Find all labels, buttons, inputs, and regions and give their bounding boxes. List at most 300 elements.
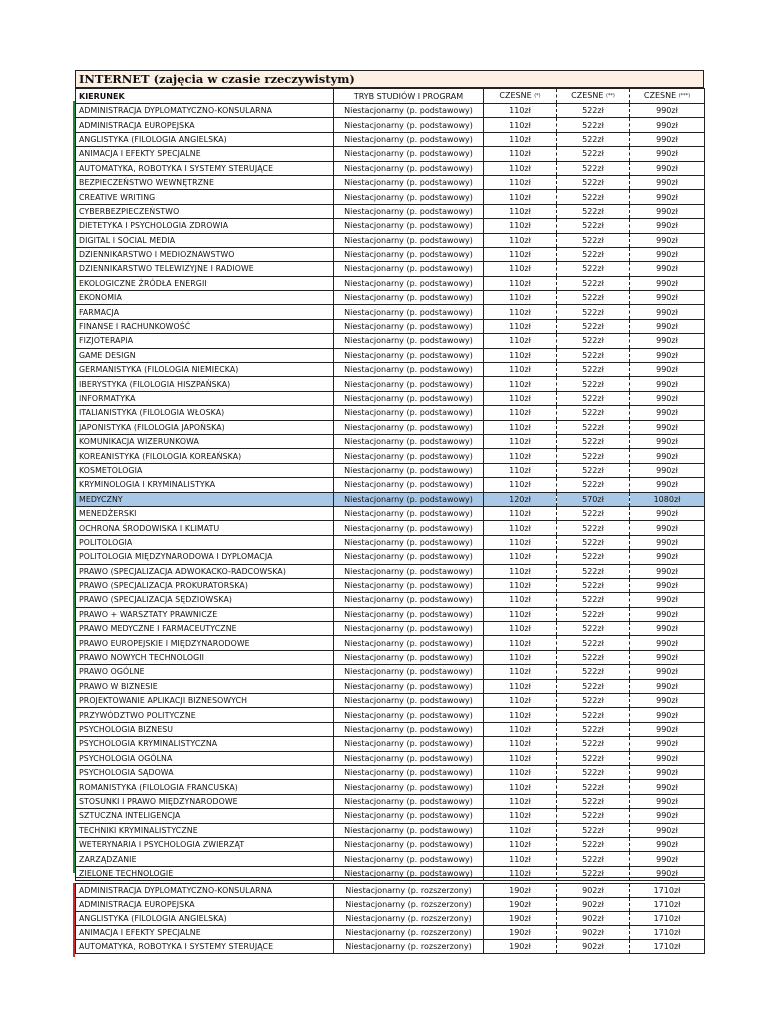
tuition-2: 522zł	[557, 305, 630, 319]
table-row	[76, 535, 705, 549]
tuition-3: 990zł	[630, 794, 705, 808]
tuition-1: 110zł	[484, 348, 557, 362]
table-row	[76, 794, 705, 808]
study-mode: Niestacjonarny (p. podstawowy)	[334, 823, 484, 837]
extended-program-section	[75, 883, 704, 954]
program-name: FINANSE I RACHUNKOWOŚĆ	[76, 319, 334, 333]
table-row	[76, 564, 705, 578]
tuition-3: 990zł	[630, 247, 705, 261]
table-row	[76, 204, 705, 218]
tuition-3: 990zł	[630, 132, 705, 146]
table-row	[76, 679, 705, 693]
table-row	[76, 463, 705, 477]
program-name: WETERYNARIA I PSYCHOLOGIA ZWIERZĄT	[76, 837, 334, 851]
study-mode: Niestacjonarny (p. podstawowy)	[334, 348, 484, 362]
tuition-1: 110zł	[484, 837, 557, 851]
header-tryb: TRYB STUDIÓW I PROGRAM	[334, 89, 484, 104]
table-row	[76, 305, 705, 319]
program-name: ADMINISTRACJA EUROPEJSKA	[76, 898, 334, 912]
study-mode: Niestacjonarny (p. podstawowy)	[334, 679, 484, 693]
study-mode: Niestacjonarny (p. podstawowy)	[334, 118, 484, 132]
tuition-1: 110zł	[484, 578, 557, 592]
study-mode: Niestacjonarny (p. rozszerzony)	[334, 884, 484, 898]
study-mode: Niestacjonarny (p. podstawowy)	[334, 578, 484, 592]
tuition-1: 110zł	[484, 765, 557, 779]
tuition-sheet	[75, 70, 704, 881]
study-mode: Niestacjonarny (p. podstawowy)	[334, 175, 484, 189]
tuition-1: 110zł	[484, 190, 557, 204]
tuition-1: 110zł	[484, 535, 557, 549]
table-row	[76, 406, 705, 420]
tuition-1: 110zł	[484, 319, 557, 333]
tuition-3: 1080zł	[630, 492, 705, 506]
tuition-3: 990zł	[630, 420, 705, 434]
study-mode: Niestacjonarny (p. rozszerzony)	[334, 912, 484, 926]
tuition-3: 990zł	[630, 161, 705, 175]
tuition-1: 110zł	[484, 463, 557, 477]
tuition-1: 110zł	[484, 521, 557, 535]
program-name: PSYCHOLOGIA SĄDOWA	[76, 765, 334, 779]
table-row	[76, 578, 705, 592]
program-name: EKOLOGICZNE ŹRÓDŁA ENERGII	[76, 276, 334, 290]
tuition-1: 110zł	[484, 506, 557, 520]
tuition-2: 522zł	[557, 291, 630, 305]
study-mode: Niestacjonarny (p. rozszerzony)	[334, 898, 484, 912]
tuition-3: 990zł	[630, 276, 705, 290]
study-mode: Niestacjonarny (p. podstawowy)	[334, 751, 484, 765]
tuition-2: 522zł	[557, 406, 630, 420]
tuition-2: 522zł	[557, 363, 630, 377]
table-row	[76, 262, 705, 276]
program-name: PSYCHOLOGIA KRYMINALISTYCZNA	[76, 737, 334, 751]
tuition-1: 110zł	[484, 809, 557, 823]
study-mode: Niestacjonarny (p. podstawowy)	[334, 708, 484, 722]
program-name: OCHRONA ŚRODOWISKA I KLIMATU	[76, 521, 334, 535]
table-row	[76, 391, 705, 405]
study-mode: Niestacjonarny (p. podstawowy)	[334, 247, 484, 261]
tuition-2: 522zł	[557, 765, 630, 779]
tuition-1: 110zł	[484, 708, 557, 722]
table-row	[76, 319, 705, 333]
tuition-1: 110zł	[484, 737, 557, 751]
tuition-2: 522zł	[557, 578, 630, 592]
tuition-3: 990zł	[630, 694, 705, 708]
tuition-1: 110zł	[484, 363, 557, 377]
tuition-1: 110zł	[484, 434, 557, 448]
tuition-2: 522zł	[557, 622, 630, 636]
study-mode: Niestacjonarny (p. podstawowy)	[334, 694, 484, 708]
tuition-2: 522zł	[557, 420, 630, 434]
table-row	[76, 898, 705, 912]
table-row	[76, 694, 705, 708]
tuition-3: 990zł	[630, 104, 705, 118]
program-name: ZIELONE TECHNOLOGIE	[76, 866, 334, 880]
tuition-1: 110zł	[484, 550, 557, 564]
tuition-1: 110zł	[484, 204, 557, 218]
tuition-1: 110zł	[484, 593, 557, 607]
study-mode: Niestacjonarny (p. podstawowy)	[334, 463, 484, 477]
program-name: ANIMACJA I EFEKTY SPECJALNE	[76, 926, 334, 940]
tuition-1: 110zł	[484, 291, 557, 305]
table-row	[76, 334, 705, 348]
program-name: FIZJOTERAPIA	[76, 334, 334, 348]
program-name: ANIMACJA I EFEKTY SPECJALNE	[76, 147, 334, 161]
tuition-1: 110zł	[484, 607, 557, 621]
tuition-2: 570zł	[557, 492, 630, 506]
tuition-3: 990zł	[630, 679, 705, 693]
program-name: PSYCHOLOGIA BIZNESU	[76, 722, 334, 736]
tuition-3: 990zł	[630, 593, 705, 607]
tuition-3: 990zł	[630, 823, 705, 837]
tuition-2: 522zł	[557, 737, 630, 751]
program-name: GERMANISTYKA (FILOLOGIA NIEMIECKA)	[76, 363, 334, 377]
tuition-2: 522zł	[557, 132, 630, 146]
program-name: DIGITAL I SOCIAL MEDIA	[76, 233, 334, 247]
tuition-3: 990zł	[630, 204, 705, 218]
tuition-1: 110zł	[484, 175, 557, 189]
study-mode: Niestacjonarny (p. podstawowy)	[334, 391, 484, 405]
tuition-2: 522zł	[557, 794, 630, 808]
study-mode: Niestacjonarny (p. rozszerzony)	[334, 940, 484, 954]
program-name: ZARZĄDZANIE	[76, 852, 334, 866]
program-name: PRZYWÓDZTWO POLITYCZNE	[76, 708, 334, 722]
study-mode: Niestacjonarny (p. podstawowy)	[334, 161, 484, 175]
table-row	[76, 377, 705, 391]
tuition-3: 990zł	[630, 305, 705, 319]
tuition-2: 522zł	[557, 463, 630, 477]
tuition-1: 110zł	[484, 622, 557, 636]
tuition-3: 1710zł	[630, 898, 705, 912]
section-divider	[75, 877, 704, 878]
study-mode: Niestacjonarny (p. podstawowy)	[334, 866, 484, 880]
program-name: KRYMINOLOGIA I KRYMINALISTYKA	[76, 478, 334, 492]
study-mode: Niestacjonarny (p. podstawowy)	[334, 737, 484, 751]
tuition-3: 990zł	[630, 118, 705, 132]
program-name: EKONOMIA	[76, 291, 334, 305]
tuition-1: 110zł	[484, 161, 557, 175]
table-row	[76, 722, 705, 736]
program-name: POLITOLOGIA	[76, 535, 334, 549]
table-row	[76, 622, 705, 636]
table-row	[76, 650, 705, 664]
program-name: ADMINISTRACJA DYPLOMATYCZNO-KONSULARNA	[76, 104, 334, 118]
study-mode: Niestacjonarny (p. podstawowy)	[334, 607, 484, 621]
tuition-1: 110zł	[484, 679, 557, 693]
program-name: AUTOMATYKA, ROBOTYKA I SYSTEMY STERUJĄCE	[76, 940, 334, 954]
tuition-3: 990zł	[630, 550, 705, 564]
study-mode: Niestacjonarny (p. podstawowy)	[334, 132, 484, 146]
tuition-3: 990zł	[630, 478, 705, 492]
table-row	[76, 118, 705, 132]
table-row	[76, 506, 705, 520]
tuition-3: 990zł	[630, 262, 705, 276]
tuition-1: 110zł	[484, 852, 557, 866]
tuition-3: 990zł	[630, 809, 705, 823]
table-row	[76, 852, 705, 866]
program-name: DZIENNIKARSTWO TELEWIZYJNE I RADIOWE	[76, 262, 334, 276]
program-name: DIETETYKA I PSYCHOLOGIA ZDROWIA	[76, 219, 334, 233]
tuition-2: 522zł	[557, 147, 630, 161]
tuition-3: 990zł	[630, 463, 705, 477]
extended-program-table	[75, 883, 705, 954]
program-name: PRAWO MEDYCZNE I FARMACEUTYCZNE	[76, 622, 334, 636]
sheet-title: INTERNET (zajęcia w czasie rzeczywistym)	[75, 70, 704, 88]
table-row	[76, 363, 705, 377]
tuition-1: 110zł	[484, 650, 557, 664]
tuition-2: 522zł	[557, 636, 630, 650]
tuition-3: 990zł	[630, 564, 705, 578]
tuition-2: 522zł	[557, 478, 630, 492]
tuition-3: 990zł	[630, 607, 705, 621]
study-mode: Niestacjonarny (p. podstawowy)	[334, 809, 484, 823]
study-mode: Niestacjonarny (p. podstawowy)	[334, 262, 484, 276]
tuition-3: 1710zł	[630, 912, 705, 926]
program-name: PRAWO W BIZNESIE	[76, 679, 334, 693]
program-name: POLITOLOGIA MIĘDZYNARODOWA I DYPLOMACJA	[76, 550, 334, 564]
program-name: ANGLISTYKA (FILOLOGIA ANGIELSKA)	[76, 132, 334, 146]
table-row	[76, 478, 705, 492]
table-row	[76, 837, 705, 851]
tuition-2: 522zł	[557, 434, 630, 448]
tuition-2: 522zł	[557, 722, 630, 736]
tuition-2: 522zł	[557, 694, 630, 708]
tuition-2: 522zł	[557, 751, 630, 765]
study-mode: Niestacjonarny (p. podstawowy)	[334, 377, 484, 391]
study-mode: Niestacjonarny (p. podstawowy)	[334, 564, 484, 578]
tuition-3: 990zł	[630, 837, 705, 851]
study-mode: Niestacjonarny (p. podstawowy)	[334, 233, 484, 247]
table-row	[76, 940, 705, 954]
table-row	[76, 780, 705, 794]
tuition-3: 990zł	[630, 190, 705, 204]
study-mode: Niestacjonarny (p. podstawowy)	[334, 852, 484, 866]
tuition-3: 990zł	[630, 434, 705, 448]
program-name: PRAWO + WARSZTATY PRAWNICZE	[76, 607, 334, 621]
header-czesne-1: CZESNE (*)	[484, 89, 557, 104]
tuition-1: 190zł	[484, 898, 557, 912]
program-name: CYBERBEZPIECZEŃSTWO	[76, 204, 334, 218]
tuition-1: 110zł	[484, 391, 557, 405]
study-mode: Niestacjonarny (p. podstawowy)	[334, 722, 484, 736]
study-mode: Niestacjonarny (p. podstawowy)	[334, 147, 484, 161]
tuition-1: 110zł	[484, 636, 557, 650]
study-mode: Niestacjonarny (p. podstawowy)	[334, 636, 484, 650]
table-row	[76, 884, 705, 898]
basic-program-table	[75, 88, 705, 881]
tuition-3: 990zł	[630, 622, 705, 636]
program-name: STOSUNKI I PRAWO MIĘDZYNARODOWE	[76, 794, 334, 808]
tuition-2: 522zł	[557, 377, 630, 391]
tuition-3: 990zł	[630, 319, 705, 333]
program-name: ROMANISTYKA (FILOLOGIA FRANCUSKA)	[76, 780, 334, 794]
tuition-3: 990zł	[630, 506, 705, 520]
tuition-1: 190zł	[484, 940, 557, 954]
tuition-2: 522zł	[557, 823, 630, 837]
study-mode: Niestacjonarny (p. podstawowy)	[334, 104, 484, 118]
tuition-1: 110zł	[484, 406, 557, 420]
tuition-2: 522zł	[557, 319, 630, 333]
tuition-1: 190zł	[484, 884, 557, 898]
program-name: CREATIVE WRITING	[76, 190, 334, 204]
tuition-3: 990zł	[630, 406, 705, 420]
study-mode: Niestacjonarny (p. podstawowy)	[334, 420, 484, 434]
tuition-2: 902zł	[557, 884, 630, 898]
tuition-2: 522zł	[557, 665, 630, 679]
program-name: FARMACJA	[76, 305, 334, 319]
study-mode: Niestacjonarny (p. podstawowy)	[334, 434, 484, 448]
table-row	[76, 607, 705, 621]
tuition-2: 522zł	[557, 679, 630, 693]
table-row	[76, 751, 705, 765]
tuition-2: 522zł	[557, 780, 630, 794]
tuition-2: 522zł	[557, 550, 630, 564]
tuition-1: 110zł	[484, 823, 557, 837]
study-mode: Niestacjonarny (p. podstawowy)	[334, 665, 484, 679]
tuition-3: 990zł	[630, 363, 705, 377]
table-row	[76, 276, 705, 290]
tuition-1: 110zł	[484, 478, 557, 492]
tuition-2: 522zł	[557, 809, 630, 823]
tuition-2: 522zł	[557, 506, 630, 520]
table-row	[76, 291, 705, 305]
tuition-2: 522zł	[557, 866, 630, 880]
tuition-1: 190zł	[484, 926, 557, 940]
tuition-3: 990zł	[630, 650, 705, 664]
study-mode: Niestacjonarny (p. podstawowy)	[334, 622, 484, 636]
tuition-2: 522zł	[557, 521, 630, 535]
tuition-3: 990zł	[630, 334, 705, 348]
tuition-3: 1710zł	[630, 926, 705, 940]
program-name: KOSMETOLOGIA	[76, 463, 334, 477]
tuition-2: 522zł	[557, 204, 630, 218]
tuition-2: 522zł	[557, 449, 630, 463]
table-header-row	[76, 89, 705, 104]
header-czesne-2: CZESNE (**)	[557, 89, 630, 104]
study-mode: Niestacjonarny (p. podstawowy)	[334, 780, 484, 794]
tuition-2: 522zł	[557, 104, 630, 118]
table-row	[76, 521, 705, 535]
tuition-2: 522zł	[557, 247, 630, 261]
tuition-3: 990zł	[630, 291, 705, 305]
study-mode: Niestacjonarny (p. rozszerzony)	[334, 926, 484, 940]
program-name: PRAWO OGÓLNE	[76, 665, 334, 679]
table-row	[76, 434, 705, 448]
tuition-3: 990zł	[630, 348, 705, 362]
tuition-1: 110zł	[484, 866, 557, 880]
tuition-2: 522zł	[557, 175, 630, 189]
tuition-1: 110zł	[484, 665, 557, 679]
tuition-3: 990zł	[630, 377, 705, 391]
tuition-2: 902zł	[557, 940, 630, 954]
study-mode: Niestacjonarny (p. podstawowy)	[334, 492, 484, 506]
tuition-1: 110zł	[484, 694, 557, 708]
tuition-3: 990zł	[630, 780, 705, 794]
table-row	[76, 550, 705, 564]
tuition-2: 522zł	[557, 348, 630, 362]
tuition-1: 110zł	[484, 305, 557, 319]
study-mode: Niestacjonarny (p. podstawowy)	[334, 449, 484, 463]
study-mode: Niestacjonarny (p. podstawowy)	[334, 478, 484, 492]
tuition-2: 522zł	[557, 708, 630, 722]
table-row	[76, 420, 705, 434]
tuition-3: 1710zł	[630, 884, 705, 898]
tuition-1: 110zł	[484, 132, 557, 146]
tuition-2: 522zł	[557, 593, 630, 607]
tuition-3: 990zł	[630, 147, 705, 161]
program-name: SZTUCZNA INTELIGENCJA	[76, 809, 334, 823]
program-name: PROJEKTOWANIE APLIKACJI BIZNESOWYCH	[76, 694, 334, 708]
table-row	[76, 636, 705, 650]
tuition-1: 110zł	[484, 564, 557, 578]
tuition-1: 110zł	[484, 247, 557, 261]
tuition-3: 990zł	[630, 175, 705, 189]
tuition-2: 902zł	[557, 926, 630, 940]
tuition-2: 522zł	[557, 837, 630, 851]
tuition-3: 990zł	[630, 866, 705, 880]
tuition-1: 110zł	[484, 233, 557, 247]
tuition-3: 990zł	[630, 751, 705, 765]
table-row	[76, 912, 705, 926]
tuition-3: 990zł	[630, 665, 705, 679]
tuition-2: 522zł	[557, 535, 630, 549]
tuition-2: 522zł	[557, 852, 630, 866]
program-name: INFORMATYKA	[76, 391, 334, 405]
tuition-3: 990zł	[630, 391, 705, 405]
tuition-3: 1710zł	[630, 940, 705, 954]
program-name: ADMINISTRACJA DYPLOMATYCZNO-KONSULARNA	[76, 884, 334, 898]
program-name: IBERYSTYKA (FILOLOGIA HISZPAŃSKA)	[76, 377, 334, 391]
program-name: PRAWO (SPECJALIZACJA ADWOKACKO-RADCOWSKA)	[76, 564, 334, 578]
study-mode: Niestacjonarny (p. podstawowy)	[334, 593, 484, 607]
study-mode: Niestacjonarny (p. podstawowy)	[334, 291, 484, 305]
tuition-2: 522zł	[557, 219, 630, 233]
table-row	[76, 593, 705, 607]
tuition-1: 110zł	[484, 276, 557, 290]
table-row	[76, 823, 705, 837]
table-row	[76, 175, 705, 189]
tuition-1: 110zł	[484, 420, 557, 434]
table-row	[76, 219, 705, 233]
tuition-2: 522zł	[557, 607, 630, 621]
tuition-3: 990zł	[630, 449, 705, 463]
table-row	[76, 926, 705, 940]
tuition-2: 522zł	[557, 161, 630, 175]
tuition-2: 522zł	[557, 262, 630, 276]
tuition-1: 190zł	[484, 912, 557, 926]
study-mode: Niestacjonarny (p. podstawowy)	[334, 276, 484, 290]
tuition-1: 110zł	[484, 449, 557, 463]
tuition-1: 110zł	[484, 262, 557, 276]
tuition-2: 522zł	[557, 190, 630, 204]
program-name: JAPONISTYKA (FILOLOGIA JAPOŃSKA)	[76, 420, 334, 434]
study-mode: Niestacjonarny (p. podstawowy)	[334, 204, 484, 218]
program-name: PSYCHOLOGIA OGÓLNA	[76, 751, 334, 765]
tuition-2: 522zł	[557, 276, 630, 290]
table-row	[76, 737, 705, 751]
tuition-2: 522zł	[557, 334, 630, 348]
tuition-1: 110zł	[484, 751, 557, 765]
program-name: KOREANISTYKA (FILOLOGIA KOREAŃSKA)	[76, 449, 334, 463]
tuition-3: 990zł	[630, 737, 705, 751]
study-mode: Niestacjonarny (p. podstawowy)	[334, 837, 484, 851]
tuition-1: 110zł	[484, 104, 557, 118]
tuition-2: 522zł	[557, 564, 630, 578]
tuition-2: 902zł	[557, 912, 630, 926]
table-row	[76, 492, 705, 506]
tuition-3: 990zł	[630, 233, 705, 247]
program-name: PRAWO EUROPEJSKIE I MIĘDZYNARODOWE	[76, 636, 334, 650]
program-name: KOMUNIKACJA WIZERUNKOWA	[76, 434, 334, 448]
